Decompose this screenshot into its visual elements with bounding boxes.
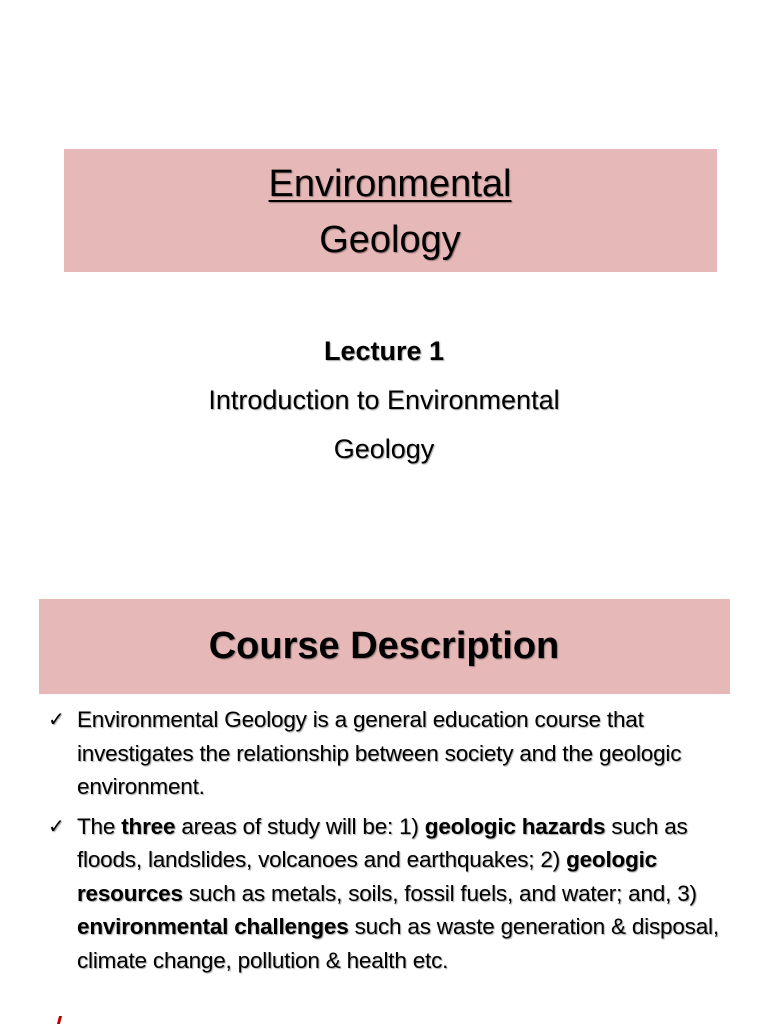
lecture-subtitle-line-2: Geology — [333, 434, 435, 464]
bullet-text-bold: geologic hazards — [424, 813, 606, 839]
bullet-text — [77, 707, 681, 799]
cut-off-next-bullet — [48, 1014, 738, 1024]
bullet-item — [48, 703, 738, 804]
checkmark-icon: ✓ — [48, 813, 65, 838]
bullet-text-run: The — [77, 813, 122, 839]
course-description-bullets — [48, 703, 738, 983]
bullet-text-run: areas of study will be: 1) — [175, 813, 425, 839]
bullet-text-run: Environmental Geology is a general education course that investigates the relationship between society and the geologic environment. — [77, 707, 682, 799]
red-checkmark-icon — [57, 1016, 68, 1024]
title-line-2: Geology — [319, 219, 461, 261]
bullet-text-bold: three — [121, 813, 176, 839]
bullet-text-run: such as metals, soils, fossil fuels, and water; and, 3) — [182, 880, 697, 906]
checkmark-icon: ✓ — [48, 707, 65, 731]
bullet-text — [77, 814, 719, 973]
bullet-item — [48, 810, 738, 978]
course-description-heading: Course Description — [208, 625, 560, 667]
title-line-1: Environmental — [268, 163, 512, 205]
lecture-number: Lecture 1 — [323, 336, 445, 366]
bullet-text-bold: geologic resources — [77, 847, 657, 906]
bullet-text-run: such as floods, landslides, volcanoes and earthquakes; 2) — [77, 813, 688, 872]
bullet-text-bold: environmental challenges — [77, 914, 349, 939]
lecture-subtitle-line-1: Introduction to Environmental — [208, 385, 560, 415]
bullet-text-run: such as waste generation & disposal, climate change, pollution & health etc. — [77, 914, 719, 973]
